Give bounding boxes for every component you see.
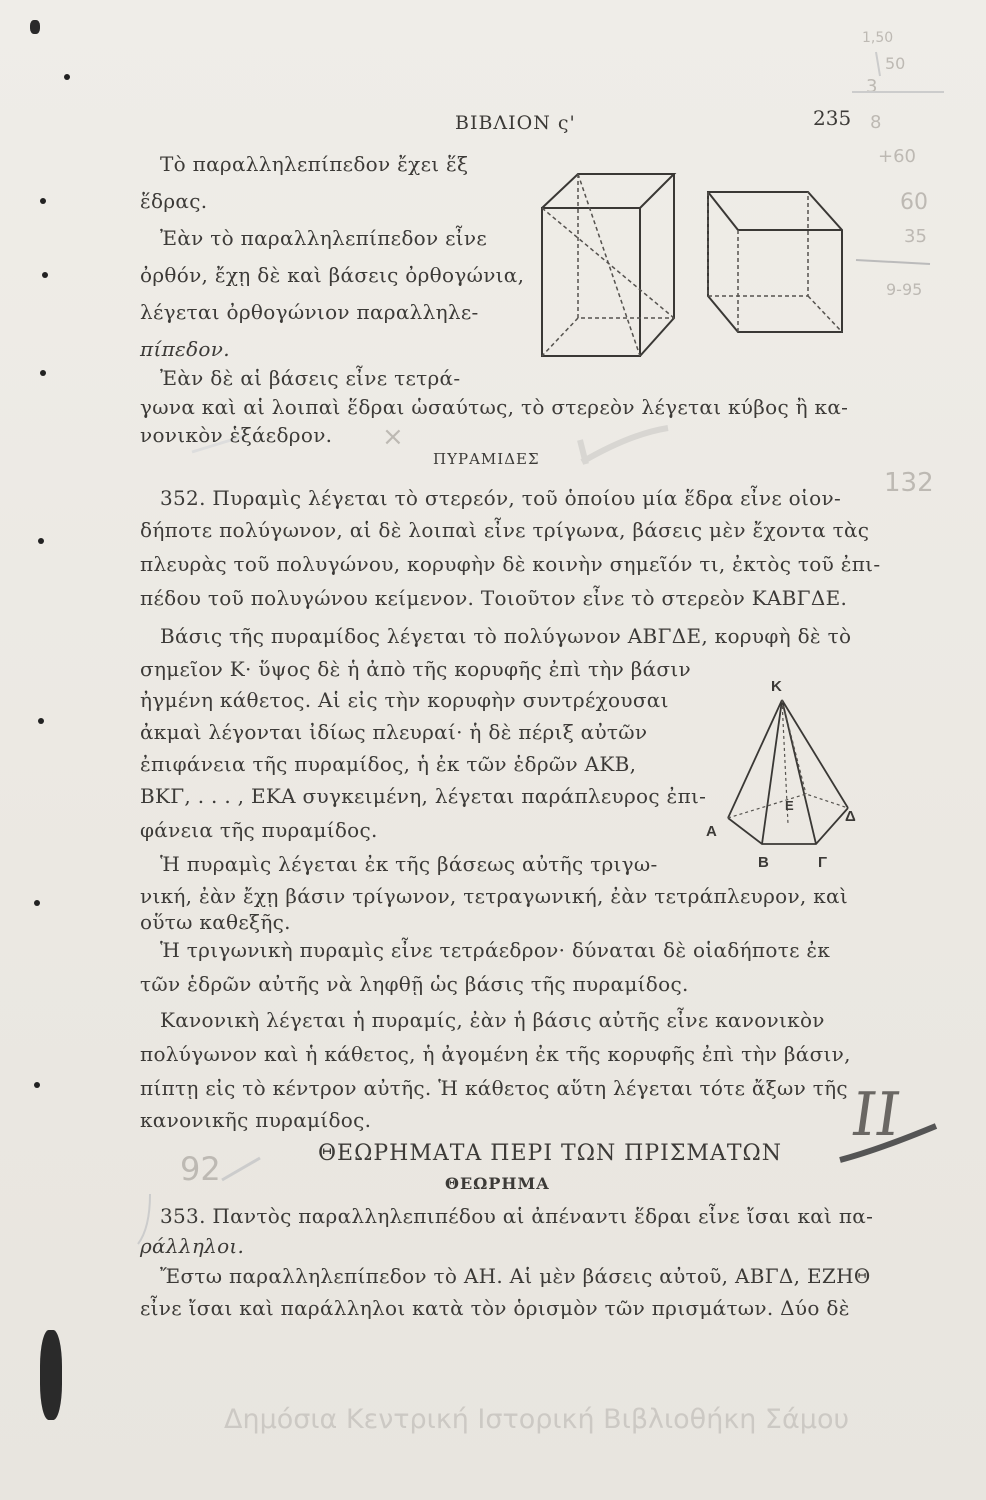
text-line: πέδου τοῦ πολυγώνου κείμενον. Τοιοῦτον εἶνε τὸ στερεὸν ΚΑΒΓΔΕ. <box>140 586 848 610</box>
pencil-note: 60 <box>900 190 928 215</box>
text-line: 352. Πυραμὶς λέγεται τὸ στερεόν, τοῦ ὁποίου μία ἕδρα εἶνε οἱον- <box>160 486 842 510</box>
running-header: ΒΙΒΛΙΟΝ ς' <box>455 112 576 134</box>
text-line: νική, ἐὰν ἔχῃ βάσιν τρίγωνον, τετραγωνική, ἐὰν τετράπλευρον, καὶ <box>140 884 848 908</box>
text-line: Τὸ παραλληλεπίπεδον ἔχει ἕξ <box>160 152 469 176</box>
cube-figure <box>702 186 852 346</box>
parallelepiped-figure <box>530 168 680 358</box>
text-line: Βάσις τῆς πυραμίδος λέγεται τὸ πολύγωνον ΑΒΓΔΕ, κορυφὴ δὲ τὸ <box>160 624 852 648</box>
pencil-note: +60 <box>878 146 916 167</box>
pencil-note: 132 <box>884 468 934 498</box>
pencil-note: 9-95 <box>886 280 923 299</box>
text-line: Ἡ πυραμὶς λέγεται ἐκ τῆς βάσεως αὐτῆς τριγω- <box>160 852 658 876</box>
text-line: οὕτω καθεξῆς. <box>140 910 291 934</box>
page-number: 235 <box>813 106 852 130</box>
text-line: Ἐὰν δὲ αἱ βάσεις εἶνε τετρά- <box>160 366 461 390</box>
text-line: ἐπιφάνεια τῆς πυραμίδος, ἡ ἐκ τῶν ἑδρῶν ΑΚΒ, <box>140 752 637 776</box>
pyramid-label-a: A <box>706 823 717 840</box>
text-line: ράλληλοι. <box>140 1234 245 1258</box>
pyramid-label-d: Δ <box>845 808 856 825</box>
text-line: σημεῖον Κ· ὕψος δὲ ἡ ἀπὸ τῆς κορυφῆς ἐπὶ τὴν βάσιν <box>140 657 691 681</box>
text-line: Ἔστω παραλληλεπίπεδον τὸ ΑΗ. Αἱ μὲν βάσεις αὐτοῦ, ΑΒΓΔ, ΕΖΗΘ <box>160 1264 871 1288</box>
text-line: νονικὸν ἑξάεδρον. <box>140 423 333 447</box>
text-line: ΒΚΓ, . . . , ΕΚΑ συγκειμένη, λέγεται παράπλευρος ἐπι- <box>140 784 707 808</box>
pyramid-label-k: K <box>771 678 782 695</box>
pencil-note: 8 <box>870 112 882 133</box>
text-line: δήποτε πολύγωνον, αἱ δὲ λοιπαὶ εἶνε τρίγωνα, βάσεις μὲν ἔχοντα τὰς <box>140 518 870 542</box>
text-line: τῶν ἑδρῶν αὐτῆς νὰ ληφθῇ ὡς βάσις τῆς πυραμίδος. <box>140 972 689 996</box>
text-line: πίπεδον. <box>140 337 230 361</box>
text-line: λέγεται ὀρθογώνιον παραλληλε- <box>140 300 479 324</box>
library-watermark: Δημόσια Κεντρική Ιστορική Βιβλιοθήκη Σάμου <box>224 1404 850 1435</box>
text-line: Ἡ τριγωνικὴ πυραμὶς εἶνε τετράεδρον· δύναται δὲ οἱαδήποτε ἐκ <box>160 938 831 962</box>
text-line: ὀρθόν, ἔχῃ δὲ καὶ βάσεις ὀρθογώνια, <box>140 263 525 287</box>
text-line: ἕδρας. <box>140 189 208 213</box>
pencil-note: 1,50 <box>862 30 894 46</box>
pencil-note: 35 <box>904 226 927 247</box>
pyramid-figure <box>710 690 870 860</box>
text-line: ἠγμένη κάθετος. Αἱ εἰς τὴν κορυφὴν συντρέχουσαι <box>140 688 669 712</box>
section-title: ΘΕΩΡΗΜΑΤΑ ΠΕΡΙ ΤΩΝ ΠΡΙΣΜΑΤΩΝ <box>318 1141 782 1166</box>
text-line: κανονικῆς πυραμίδος. <box>140 1108 372 1132</box>
text-line: εἶνε ἴσαι καὶ παράλληλοι κατὰ τὸν ὁρισμὸν τῶν πρισμάτων. Δύο δὲ <box>140 1296 850 1320</box>
pyramid-label-b: B <box>758 854 769 871</box>
pencil-note: II <box>847 1080 905 1150</box>
pencil-note: 50 <box>885 54 906 73</box>
section-title: ΠΥΡΑΜΙΔΕΣ <box>433 450 540 468</box>
text-line: Ἐὰν τὸ παραλληλεπίπεδον εἶνε <box>160 226 488 250</box>
pyramid-label-g: Γ <box>818 854 828 871</box>
pencil-note: 92 <box>180 1150 221 1188</box>
text-line: Κανονικὴ λέγεται ἡ πυραμίς, ἐὰν ἡ βάσις αὐτῆς εἶνε κανονικὸν <box>160 1008 825 1032</box>
text-line: 353. Παντὸς παραλληλεπιπέδου αἱ ἀπέναντι ἕδραι εἶνε ἴσαι καὶ πα- <box>160 1204 874 1228</box>
pencil-note: × <box>382 422 404 452</box>
pyramid-label-e: E <box>785 798 794 813</box>
text-line: πίπτῃ εἰς τὸ κέντρον αὐτῆς. Ἡ κάθετος αὕτη λέγεται τότε ἄξων τῆς <box>140 1076 848 1100</box>
text-line: φάνεια τῆς πυραμίδος. <box>140 818 378 842</box>
text-line: γωνα καὶ αἱ λοιπαὶ ἕδραι ὡσαύτως, τὸ στερεὸν λέγεται κύβος ἢ κα- <box>140 395 849 419</box>
text-line: πολύγωνον καὶ ἡ κάθετος, ἡ ἀγομένη ἐκ τῆς κορυφῆς ἐπὶ τὴν βάσιν, <box>140 1042 851 1066</box>
pencil-note: 3 <box>866 76 878 97</box>
section-subtitle: ΘΕΩΡΗΜΑ <box>445 1174 550 1193</box>
text-line: πλευρὰς τοῦ πολυγώνου, κορυφὴν δὲ κοινὴν σημεῖόν τι, ἐκτὸς τοῦ ἐπι- <box>140 552 881 576</box>
text-line: ἀκμαὶ λέγονται ἰδίως πλευραί· ἡ δὲ πέριξ αὐτῶν <box>140 720 648 744</box>
